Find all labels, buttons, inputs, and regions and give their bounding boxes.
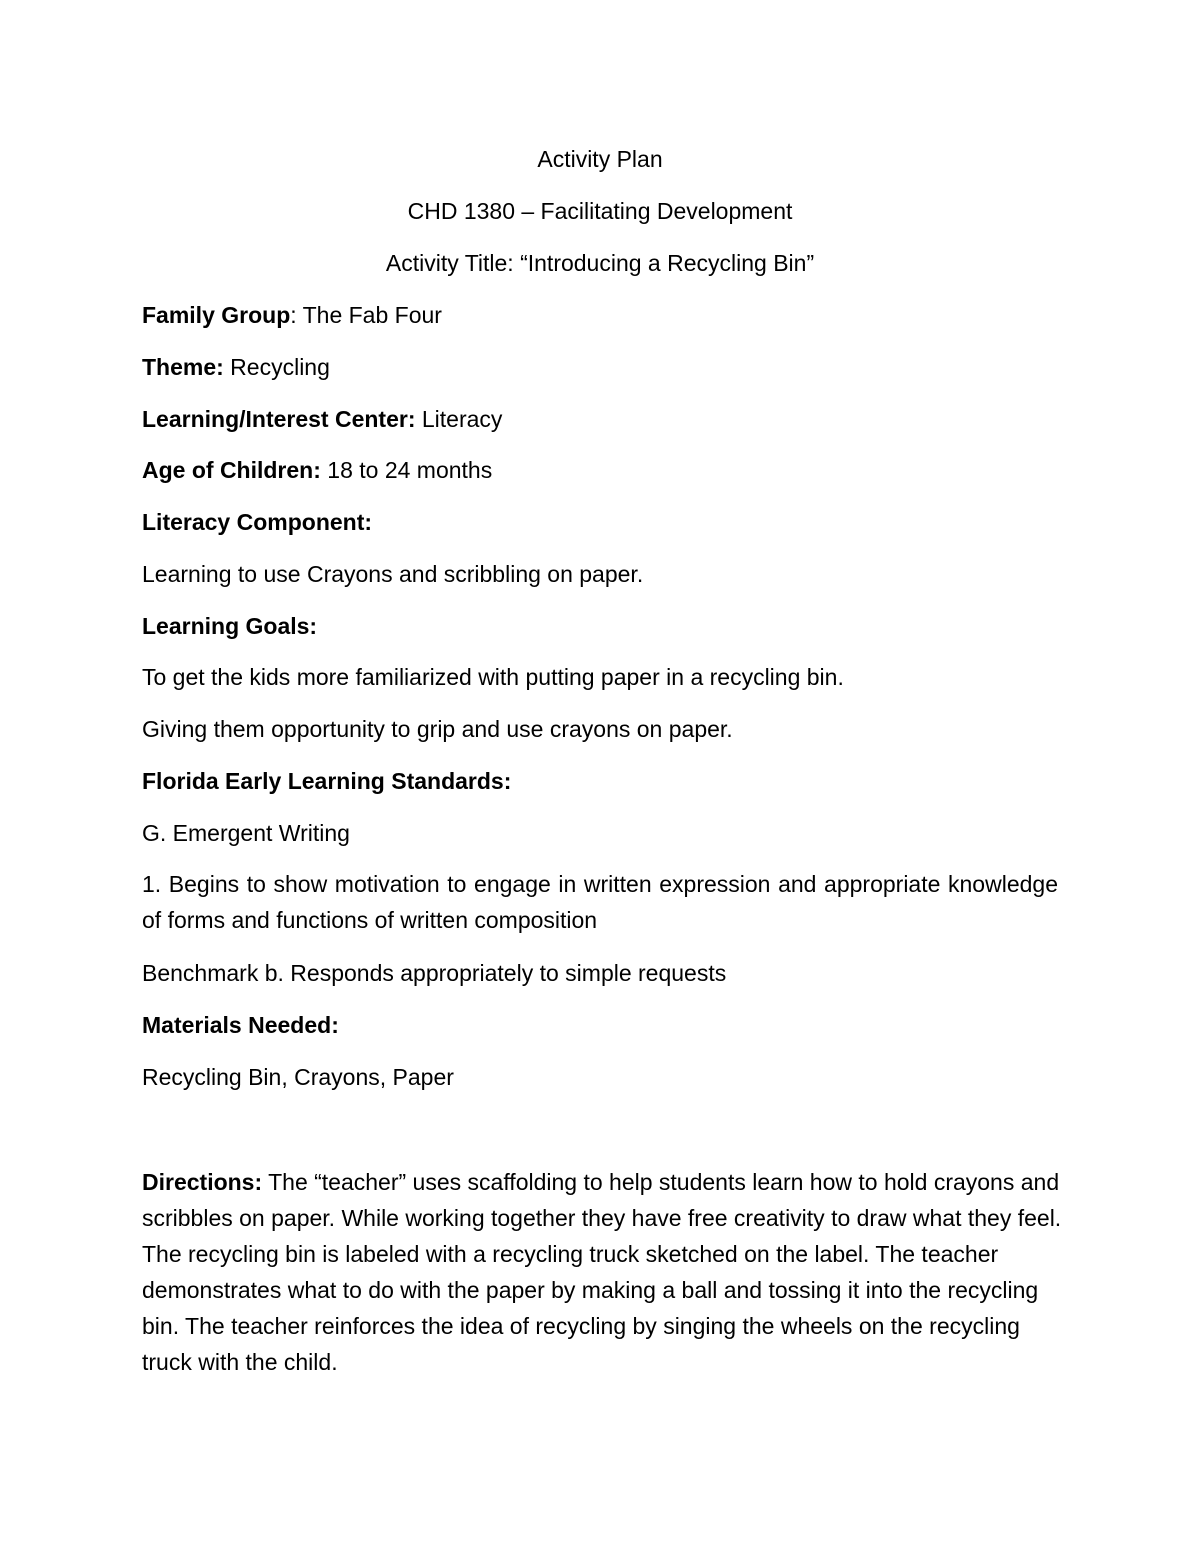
family-group-line bbox=[142, 300, 442, 330]
center-line bbox=[142, 404, 502, 434]
family-group-value: The Fab Four bbox=[296, 302, 442, 328]
theme-line bbox=[142, 352, 330, 382]
directions-text: The “teacher” uses scaffolding to help students learn how to hold crayons and scribbles on paper. While working together they have free creativity to draw what they feel. The recycling bin is labeled with a recycling truck sketched on the label. The teacher demonstrates what to do with the paper by making a ball and tossing it into the recycling bin. The teacher reinforces the idea of recycling by singing the wheels on the recycling truck with the child. bbox=[142, 1169, 1062, 1375]
age-line bbox=[142, 455, 492, 485]
directions-heading: Directions: bbox=[142, 1169, 263, 1195]
materials-heading: Materials Needed: bbox=[142, 1012, 339, 1038]
age-value: 18 to 24 months bbox=[320, 457, 493, 483]
literacy-heading: Literacy Component: bbox=[142, 509, 373, 535]
goals-heading: Learning Goals: bbox=[142, 613, 318, 639]
center-value: Literacy bbox=[415, 406, 503, 432]
standards-benchmark: Benchmark b. Responds appropriately to simple requests bbox=[142, 960, 727, 986]
family-group-label: Family Group bbox=[142, 302, 291, 328]
theme-value: Recycling bbox=[223, 354, 330, 380]
theme-label: Theme: bbox=[142, 354, 224, 380]
goal-item: Giving them opportunity to grip and use crayons on paper. bbox=[142, 716, 733, 742]
standards-item: 1. Begins to show motivation to engage in written expression and appropriate knowledge of forms and functions of written composition bbox=[142, 871, 1058, 933]
course-title: CHD 1380 – Facilitating Development bbox=[407, 198, 793, 224]
goal-item: To get the kids more familiarized with putting paper in a recycling bin. bbox=[142, 664, 844, 690]
standards-heading: Florida Early Learning Standards: bbox=[142, 768, 512, 794]
age-label: Age of Children: bbox=[142, 457, 321, 483]
literacy-text: Learning to use Crayons and scribbling on paper. bbox=[142, 561, 644, 587]
family-group-colon: : bbox=[290, 302, 297, 328]
center-label: Learning/Interest Center: bbox=[142, 406, 416, 432]
document-title: Activity Plan bbox=[537, 146, 663, 172]
activity-title: Activity Title: “Introducing a Recycling Bin” bbox=[385, 250, 815, 276]
directions-paragraph bbox=[142, 1164, 1072, 1380]
standards-category: G. Emergent Writing bbox=[142, 820, 350, 846]
materials-text: Recycling Bin, Crayons, Paper bbox=[142, 1064, 454, 1090]
